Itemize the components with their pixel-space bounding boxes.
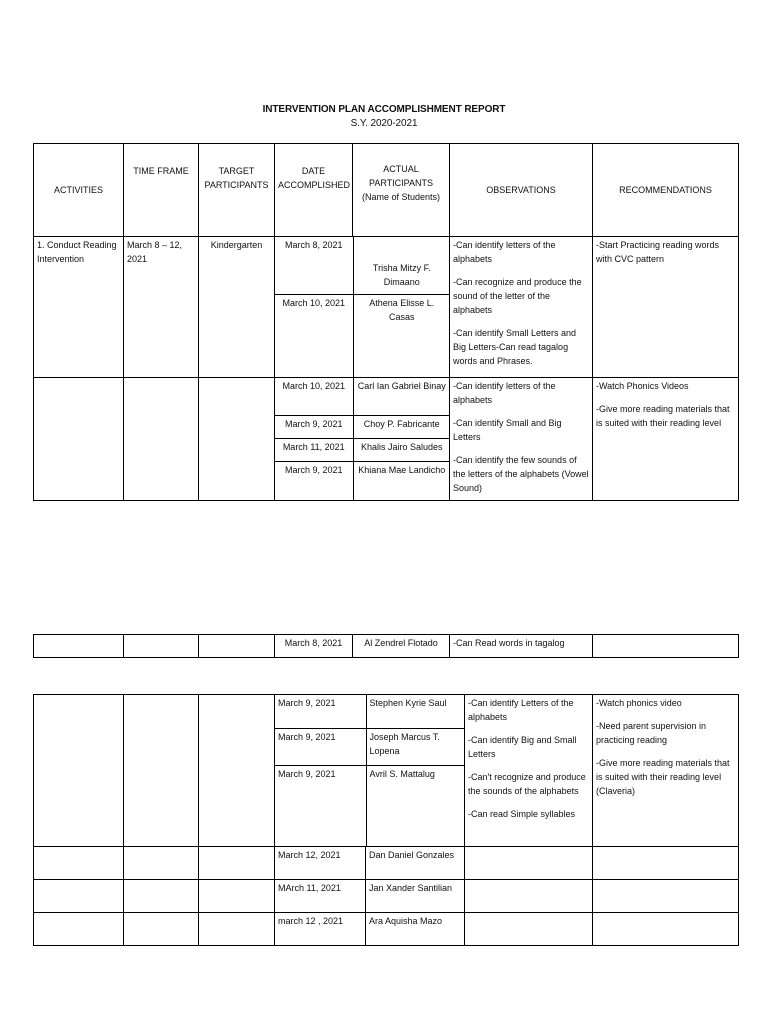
target-cell: Kindergarten [199, 237, 275, 378]
name-cell: Athena Elisse L. Casas [369, 297, 435, 322]
table-row [34, 635, 739, 658]
name-cell: Stephen Kyrie Saul [366, 695, 465, 728]
header-activities: ACTIVITIES [34, 144, 124, 237]
name-cell: Carl Ian Gabriel Binay [353, 378, 450, 415]
report-table [33, 143, 739, 501]
observations-cell [450, 237, 593, 378]
observation-item: -Can recognize and produce the sound of the letter of the alphabets [453, 277, 582, 315]
header-row [34, 144, 739, 237]
date-cell: March 9, 2021 [275, 415, 353, 438]
header-date-accomplished: DATE ACCOMPLISHED [275, 144, 353, 237]
name-cell: Khiana Mae Landicho [358, 464, 446, 475]
header-target-participants: TARGET PARTICIPANTS [199, 144, 275, 237]
recommendation-item: -Watch Phonics Videos [596, 381, 689, 391]
header-actual-participants: ACTUAL PARTICIPANTS (Name of Students) [353, 144, 450, 237]
name-cell: Khalis Jairo Saludes [353, 438, 450, 461]
date-cell: March 8, 2021 [275, 635, 353, 658]
date-cell: March 8, 2021 [275, 237, 353, 294]
table-row [34, 695, 739, 847]
participants-subtable [275, 695, 465, 847]
observation-item: -Can identify Big and Small Letters [468, 735, 577, 759]
recommendations-cell [593, 237, 739, 378]
date-cell: March 9, 2021 [275, 728, 366, 765]
date-cell: March 10, 2021 [275, 378, 353, 415]
table-row [34, 880, 739, 913]
report-title: INTERVENTION PLAN ACCOMPLISHMENT REPORT [262, 104, 506, 115]
name-cell: Joseph Marcus T. Lopena [366, 728, 465, 765]
date-cell: March 10, 2021 [275, 294, 353, 377]
recommendation-item: -Start Practicing reading words with CVC pattern [596, 240, 720, 264]
header-recommendations: RECOMMENDATIONS [593, 144, 739, 237]
report-table-second-page [33, 694, 739, 946]
observation-item: -Can identify the few sounds of the letters of the alphabets (Vowel Sound) [453, 455, 589, 493]
table-row [34, 913, 739, 946]
date-cell: march 12 , 2021 [275, 913, 366, 946]
date-cell: March 12, 2021 [275, 847, 366, 880]
date-cell: March 9, 2021 [275, 461, 353, 500]
activity-cell: 1. Conduct Reading Intervention [34, 237, 124, 378]
observations-cell [450, 378, 593, 501]
observation-item: -Can identify Small Letters and Big Letters-Can read tagalog words and Phrases. [453, 328, 577, 366]
observation-item: -Can identify letters of the alphabets [453, 240, 556, 264]
observation-item: -Can identify Small and Big Letters [453, 418, 562, 442]
table-row [34, 237, 739, 378]
observation-item: -Can identify letters of the alphabets [453, 381, 556, 405]
observations-cell [465, 695, 593, 847]
participants-subtable [275, 378, 450, 501]
name-cell: Choy P. Fabricante [353, 415, 450, 438]
table-row [34, 378, 739, 501]
name-cell: Avril S. Mattalug [369, 768, 435, 779]
recommendation-item: -Give more reading materials that is suited with their reading level (Claveria) [596, 758, 730, 796]
participants-subtable [275, 237, 450, 378]
report-table-continued [33, 634, 739, 658]
name-cell: Jan Xander Santilian [366, 880, 465, 913]
recommendation-item: -Give more reading materials that is suited with their reading level [596, 404, 730, 428]
time-frame-cell: March 8 – 12, 2021 [124, 237, 199, 378]
observations-cell: -Can Read words in tagalog [450, 635, 593, 658]
header-observations: OBSERVATIONS [450, 144, 593, 237]
recommendations-cell [593, 378, 739, 501]
recommendations-cell [593, 695, 739, 847]
recommendation-item: -Watch phonics video [596, 698, 682, 708]
name-cell: Al Zendrel Flotado [353, 635, 450, 658]
observation-item: -Can't recognize and produce the sounds of the alphabets [468, 772, 586, 796]
date-cell: March 11, 2021 [275, 438, 353, 461]
observation-item: -Can identify Letters of the alphabets [468, 698, 574, 722]
table-row [34, 847, 739, 880]
date-cell: March 9, 2021 [275, 695, 366, 728]
school-year: S.Y. 2020-2021 [350, 118, 418, 129]
header-time-frame: TIME FRAME [124, 144, 199, 237]
date-cell: MArch 11, 2021 [275, 880, 366, 913]
name-cell: Dan Daniel Gonzales [366, 847, 465, 880]
name-cell: Trisha Mitzy F. Dimaano [353, 237, 450, 294]
name-cell: Ara Aquisha Mazo [366, 913, 465, 946]
date-cell: March 9, 2021 [275, 765, 366, 846]
observation-item: -Can read Simple syllables [468, 809, 576, 819]
recommendation-item: -Need parent supervision in practicing reading [596, 721, 707, 745]
